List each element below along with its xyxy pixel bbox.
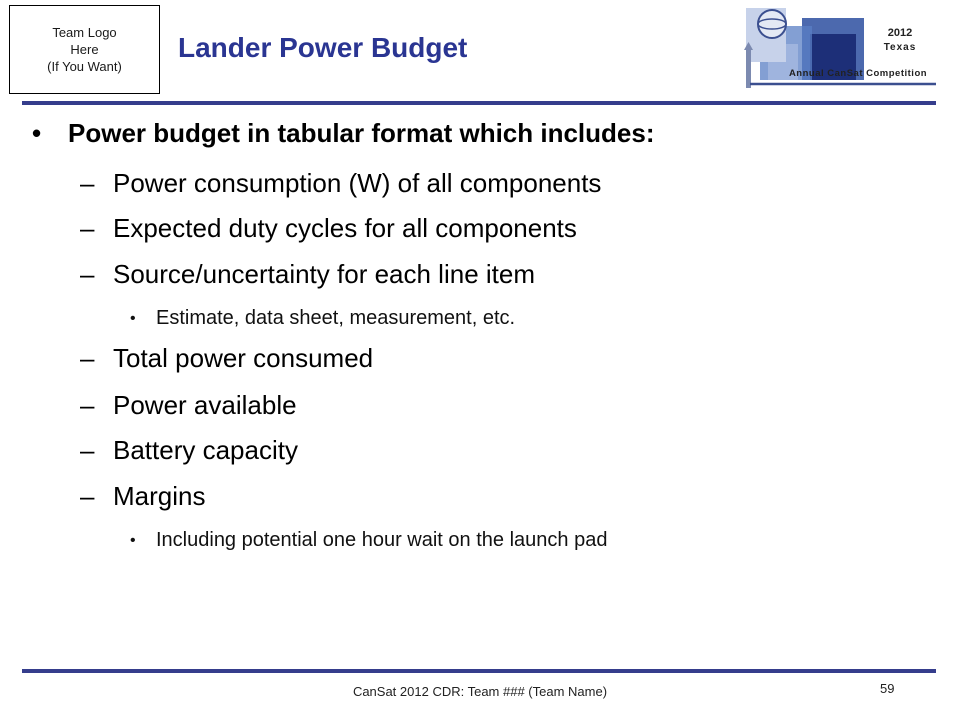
logo-state: Texas: [883, 42, 917, 53]
footer-text: CanSat 2012 CDR: Team ### (Team Name): [352, 684, 608, 699]
sub-item-text: Expected duty cycles for all components: [113, 213, 577, 243]
dash-glyph: –: [80, 435, 95, 465]
bullet-glyph: •: [130, 310, 136, 327]
logo-competition-name: Annual CanSat Competition: [788, 68, 928, 79]
dash-glyph: –: [80, 213, 95, 243]
bullet-glyph: •: [32, 118, 42, 148]
team-logo-placeholder: [9, 5, 160, 94]
header-divider: [22, 101, 936, 105]
sub-item-text: Power consumption (W) of all components: [113, 168, 602, 198]
team-logo-line-3: (If You Want): [47, 59, 122, 74]
sub-item-text: Source/uncertainty for each line item: [113, 259, 535, 289]
main-bullet-text: Power budget in tabular format which includes:: [68, 118, 655, 148]
slide-title: Lander Power Budget: [178, 32, 468, 63]
page-number: 59: [880, 681, 895, 696]
team-logo-line-1: Team Logo: [52, 25, 117, 40]
sub-item-text: Battery capacity: [113, 435, 298, 465]
cansat-competition-logo: [740, 4, 940, 96]
dash-glyph: –: [80, 481, 95, 511]
sub-item-text: Total power consumed: [113, 343, 374, 373]
dash-glyph: –: [80, 390, 95, 420]
bullet-glyph: •: [130, 532, 136, 549]
sub-sub-item-text: Including potential one hour wait on the launch pad: [156, 529, 608, 551]
sub-item-text: Margins: [113, 481, 206, 511]
team-logo-line-2: Here: [70, 42, 99, 57]
dash-glyph: –: [80, 343, 95, 373]
sub-sub-item-text: Estimate, data sheet, measurement, etc.: [156, 307, 516, 329]
dash-glyph: –: [80, 259, 95, 289]
footer-divider: [22, 669, 936, 673]
logo-year: 2012: [887, 27, 913, 39]
dash-glyph: –: [80, 168, 95, 198]
sub-item-text: Power available: [113, 390, 297, 420]
